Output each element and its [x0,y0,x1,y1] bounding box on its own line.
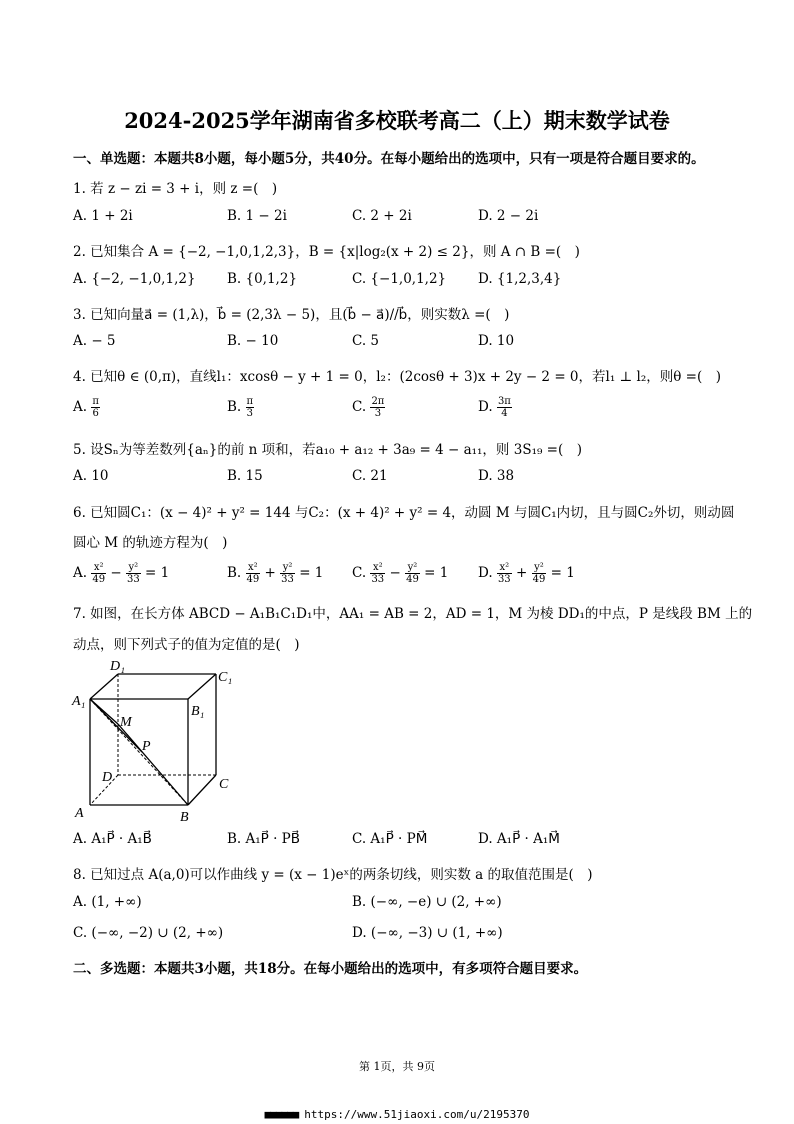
label-a1: A₁ [72,694,86,709]
label-b1: B₁ [191,704,205,719]
question-4-option-c: C. $\frac{2\pi}{3}$ [352,396,385,419]
question-3-option-b: B. − 10 [227,333,279,349]
question-6-option-d: D. $\frac{\text{x²}}{33}$ + $\frac{\text{y²}}{49}$ = 1 [478,562,575,585]
question-7-option-b: B. A₁P⃗ · PB⃗ [227,831,301,847]
question-5-option-d: D. 38 [478,468,515,484]
question-2-option-b: B. {0,1,2} [227,271,298,287]
watermark [0,1108,794,1121]
label-d: D [102,770,113,785]
question-3-option-c: C. 5 [352,333,380,349]
question-7-option-d: D. A₁P⃗ · A₁M⃗ [478,831,560,847]
question-8-option-b: B. (−∞, −e) ∪ (2, +∞) [352,894,502,910]
segment-a1p [90,699,142,752]
label-b: B [180,810,189,825]
label-m: M [120,715,132,730]
question-7-stem-continued: 动点，则下列式子的值为定值的是( ) [73,637,300,653]
question-5-option-c: C. 21 [352,468,388,484]
question-4-option-a: A. $\frac{\pi}{6}$ [73,396,99,419]
label-c: C [219,777,229,792]
page-footer: 第 1页，共 9页 [359,1060,435,1073]
watermark-deco: ■■■■■■ [264,1108,299,1121]
question-4-option-d: D. $\frac{3\pi}{4}$ [478,396,511,419]
question-1-option-c: C. 2 + 2i [352,208,412,224]
question-3-option-a: A. − 5 [73,333,116,349]
section-heading-single-choice: 一、单选题：本题共8小题，每小题5分，共40分。在每小题给出的选项中，只有一项是符合题目要求的。 [73,151,705,167]
label-a: A [75,806,84,821]
question-8-option-a: A. (1, +∞) [73,894,142,910]
question-4-stem: 4. 已知θ ∈ (0,π)，直线l₁：xcosθ − y + 1 = 0，l₂：(2cosθ + 3)x + 2y − 2 = 0，若l₁ ⊥ l₂，则θ =( ) [73,369,722,385]
label-c1: C₁ [218,670,233,685]
question-2-option-a: A. {−2, −1,0,1,2} [73,271,196,287]
question-7-option-c: C. A₁P⃗ · PM⃗ [352,831,428,847]
label-d1: D₁ [110,659,125,674]
question-8-stem: 8. 已知过点 A(a,0)可以作曲线 y = (x − 1)eˣ的两条切线，则实数 a 的取值范围是( ) [73,867,593,883]
question-6-option-c: C. $\frac{\text{x²}}{33}$ − $\frac{\text{y²}}{49}$ = 1 [352,562,449,585]
question-5-option-b: B. 15 [227,468,263,484]
question-2-option-c: C. {−1,0,1,2} [352,271,447,287]
segment-mb [118,724,188,805]
cuboid-figure [70,655,240,827]
question-6-option-b: B. $\frac{\text{x²}}{49}$ + $\frac{\text{y²}}{33}$ = 1 [227,562,324,585]
question-3-option-d: D. 10 [478,333,515,349]
question-3-stem: 3. 已知向量a⃗ = (1,λ)，b⃗ = (2,3λ − 5)，且(b⃗ − a⃗)//b⃗，则实数λ =( ) [73,307,510,323]
question-5-option-a: A. 10 [73,468,109,484]
question-1-option-d: D. 2 − 2i [478,208,539,224]
question-4-option-b: B. $\frac{\pi}{3}$ [227,396,254,419]
watermark-url[interactable]: https://www.51jiaoxi.com/u/2195370 [304,1108,530,1121]
question-5-stem: 5. 设Sₙ为等差数列{aₙ}的前 n 项和，若a₁₀ + a₁₂ + 3a₉ = 4 − a₁₁，则 3S₁₉ =( ) [73,442,583,458]
question-7-option-a: A. A₁P⃗ · A₁B⃗ [73,831,152,847]
section-heading-multiple-choice: 二、多选题：本题共3小题，共18分。在每小题给出的选项中，有多项符合题目要求。 [73,961,588,977]
page-title: 2024-2025学年湖南省多校联考高二（上）期末数学试卷 [124,108,670,133]
question-1-option-b: B. 1 − 2i [227,208,287,224]
question-6-option-a: A. $\frac{\text{x²}}{49}$ − $\frac{\text{y²}}{33}$ = 1 [73,562,170,585]
question-1-stem: 1. 若 z − zi = 3 + i，则 z =( ) [73,181,278,197]
question-7-stem: 7. 如图，在长方体 ABCD − A₁B₁C₁D₁中，AA₁ = AB = 2，AD = 1，M 为棱 DD₁的中点，P 是线段 BM 上的 [73,606,753,622]
question-6-stem-continued: 圆心 M 的轨迹方程为( ) [73,535,228,551]
label-p: P [142,739,151,754]
question-8-option-d: D. (−∞, −3) ∪ (1, +∞) [352,925,503,941]
question-6-stem: 6. 已知圆C₁：(x − 4)² + y² = 144 与C₂：(x + 4)² + y² = 4，动圆 M 与圆C₁内切，且与圆C₂外切，则动圆 [73,505,735,521]
cuboid-hidden-edges [90,674,216,805]
question-1-option-a: A. 1 + 2i [73,208,133,224]
question-2-option-d: D. {1,2,3,4} [478,271,562,287]
question-8-option-c: C. (−∞, −2) ∪ (2, +∞) [73,925,224,941]
question-2-stem: 2. 已知集合 A = {−2, −1,0,1,2,3}，B = {x|log₂(x + 2) ≤ 2}，则 A ∩ B =( ) [73,244,580,260]
cuboid-visible-edges [90,674,216,805]
